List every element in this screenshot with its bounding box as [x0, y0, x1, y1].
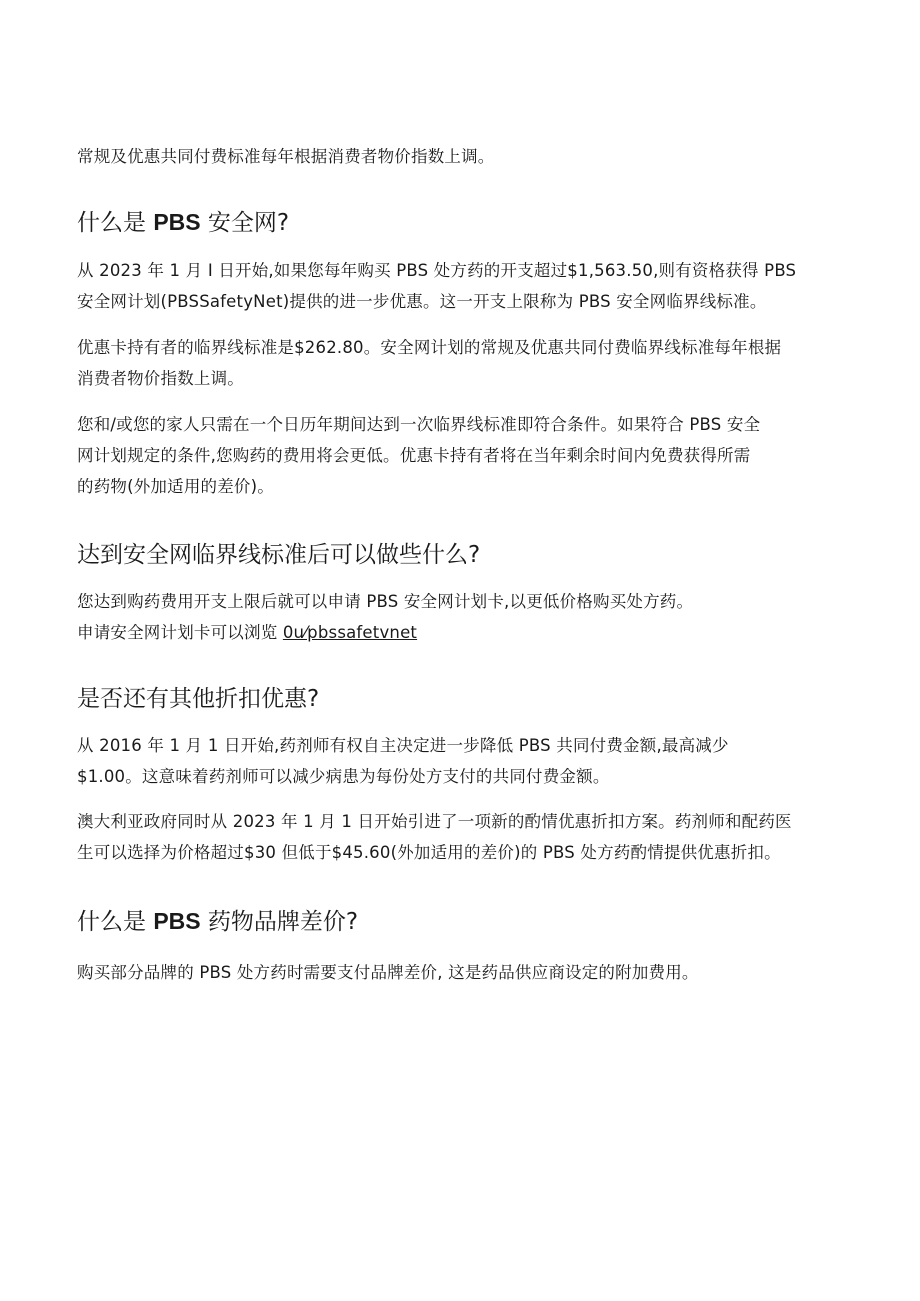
intro-paragraph: 常规及优惠共同付费标准每年根据消费者物价指数上调。 [77, 147, 495, 166]
safety-net-paragraph-1: 从 2023 年 1 月 I 日开始,如果您每年购买 PBS 处方药的开支超过$1,563.50,则有资格获得 PBS 安全网计划(PBSSafetyNet)提供的进一步优惠。这一开支上限称为 PBS 安全网临界线标准。 [77, 261, 797, 311]
pbs-safety-net-link[interactable]: 0u⁄pbssafetvnet [282, 623, 418, 642]
heading-other-discounts: 是否还有其他折扣优惠? [77, 686, 320, 712]
heading-brand-premium: 什么是 PBS 药物品牌差价? [77, 908, 359, 935]
heading-after-threshold: 达到安全网临界线标准后可以做些什么? [77, 542, 481, 568]
safety-net-paragraph-3: 您和/或您的家人只需在一个日历年期间达到一次临界线标准即符合条件。如果符合 PBS 安全 网计划规定的条件,您购药的费用将会更低。优惠卡持有者将在当年剩余时间内免费获得所需 的药物(外加适用的差价)。 [77, 415, 761, 496]
discounts-paragraph-1: 从 2016 年 1 月 1 日开始,药剂师有权自主决定进一步降低 PBS 共同付费金额,最高减少 $1.00。这意味着药剂师可以减少病患为每份处方支付的共同付费金额。 [77, 736, 729, 786]
heading-pbs-safety-net: 什么是 PBS 安全网? [77, 209, 290, 236]
discounts-paragraph-2: 澳大利亚政府同时从 2023 年 1 月 1 日开始引进了一项新的酌情优惠折扣方案。药剂师和配药医 生可以选择为价格超过$30 但低于$45.60(外加适用的差价)的 PBS 处方药酌情提供优惠折扣。 [77, 812, 792, 862]
after-threshold-paragraph: 您达到购药费用开支上限后就可以申请 PBS 安全网计划卡,以更低价格购买处方药。 申请安全网计划卡可以浏览 0u⁄pbssafetvnet [77, 592, 694, 642]
safety-net-paragraph-2: 优惠卡持有者的临界线标准是$262.80。安全网计划的常规及优惠共同付费临界线标准每年根据 消费者物价指数上调。 [77, 338, 782, 388]
brand-premium-paragraph: 购买部分品牌的 PBS 处方药时需要支付品牌差价, 这是药品供应商设定的附加费用。 [77, 963, 699, 982]
